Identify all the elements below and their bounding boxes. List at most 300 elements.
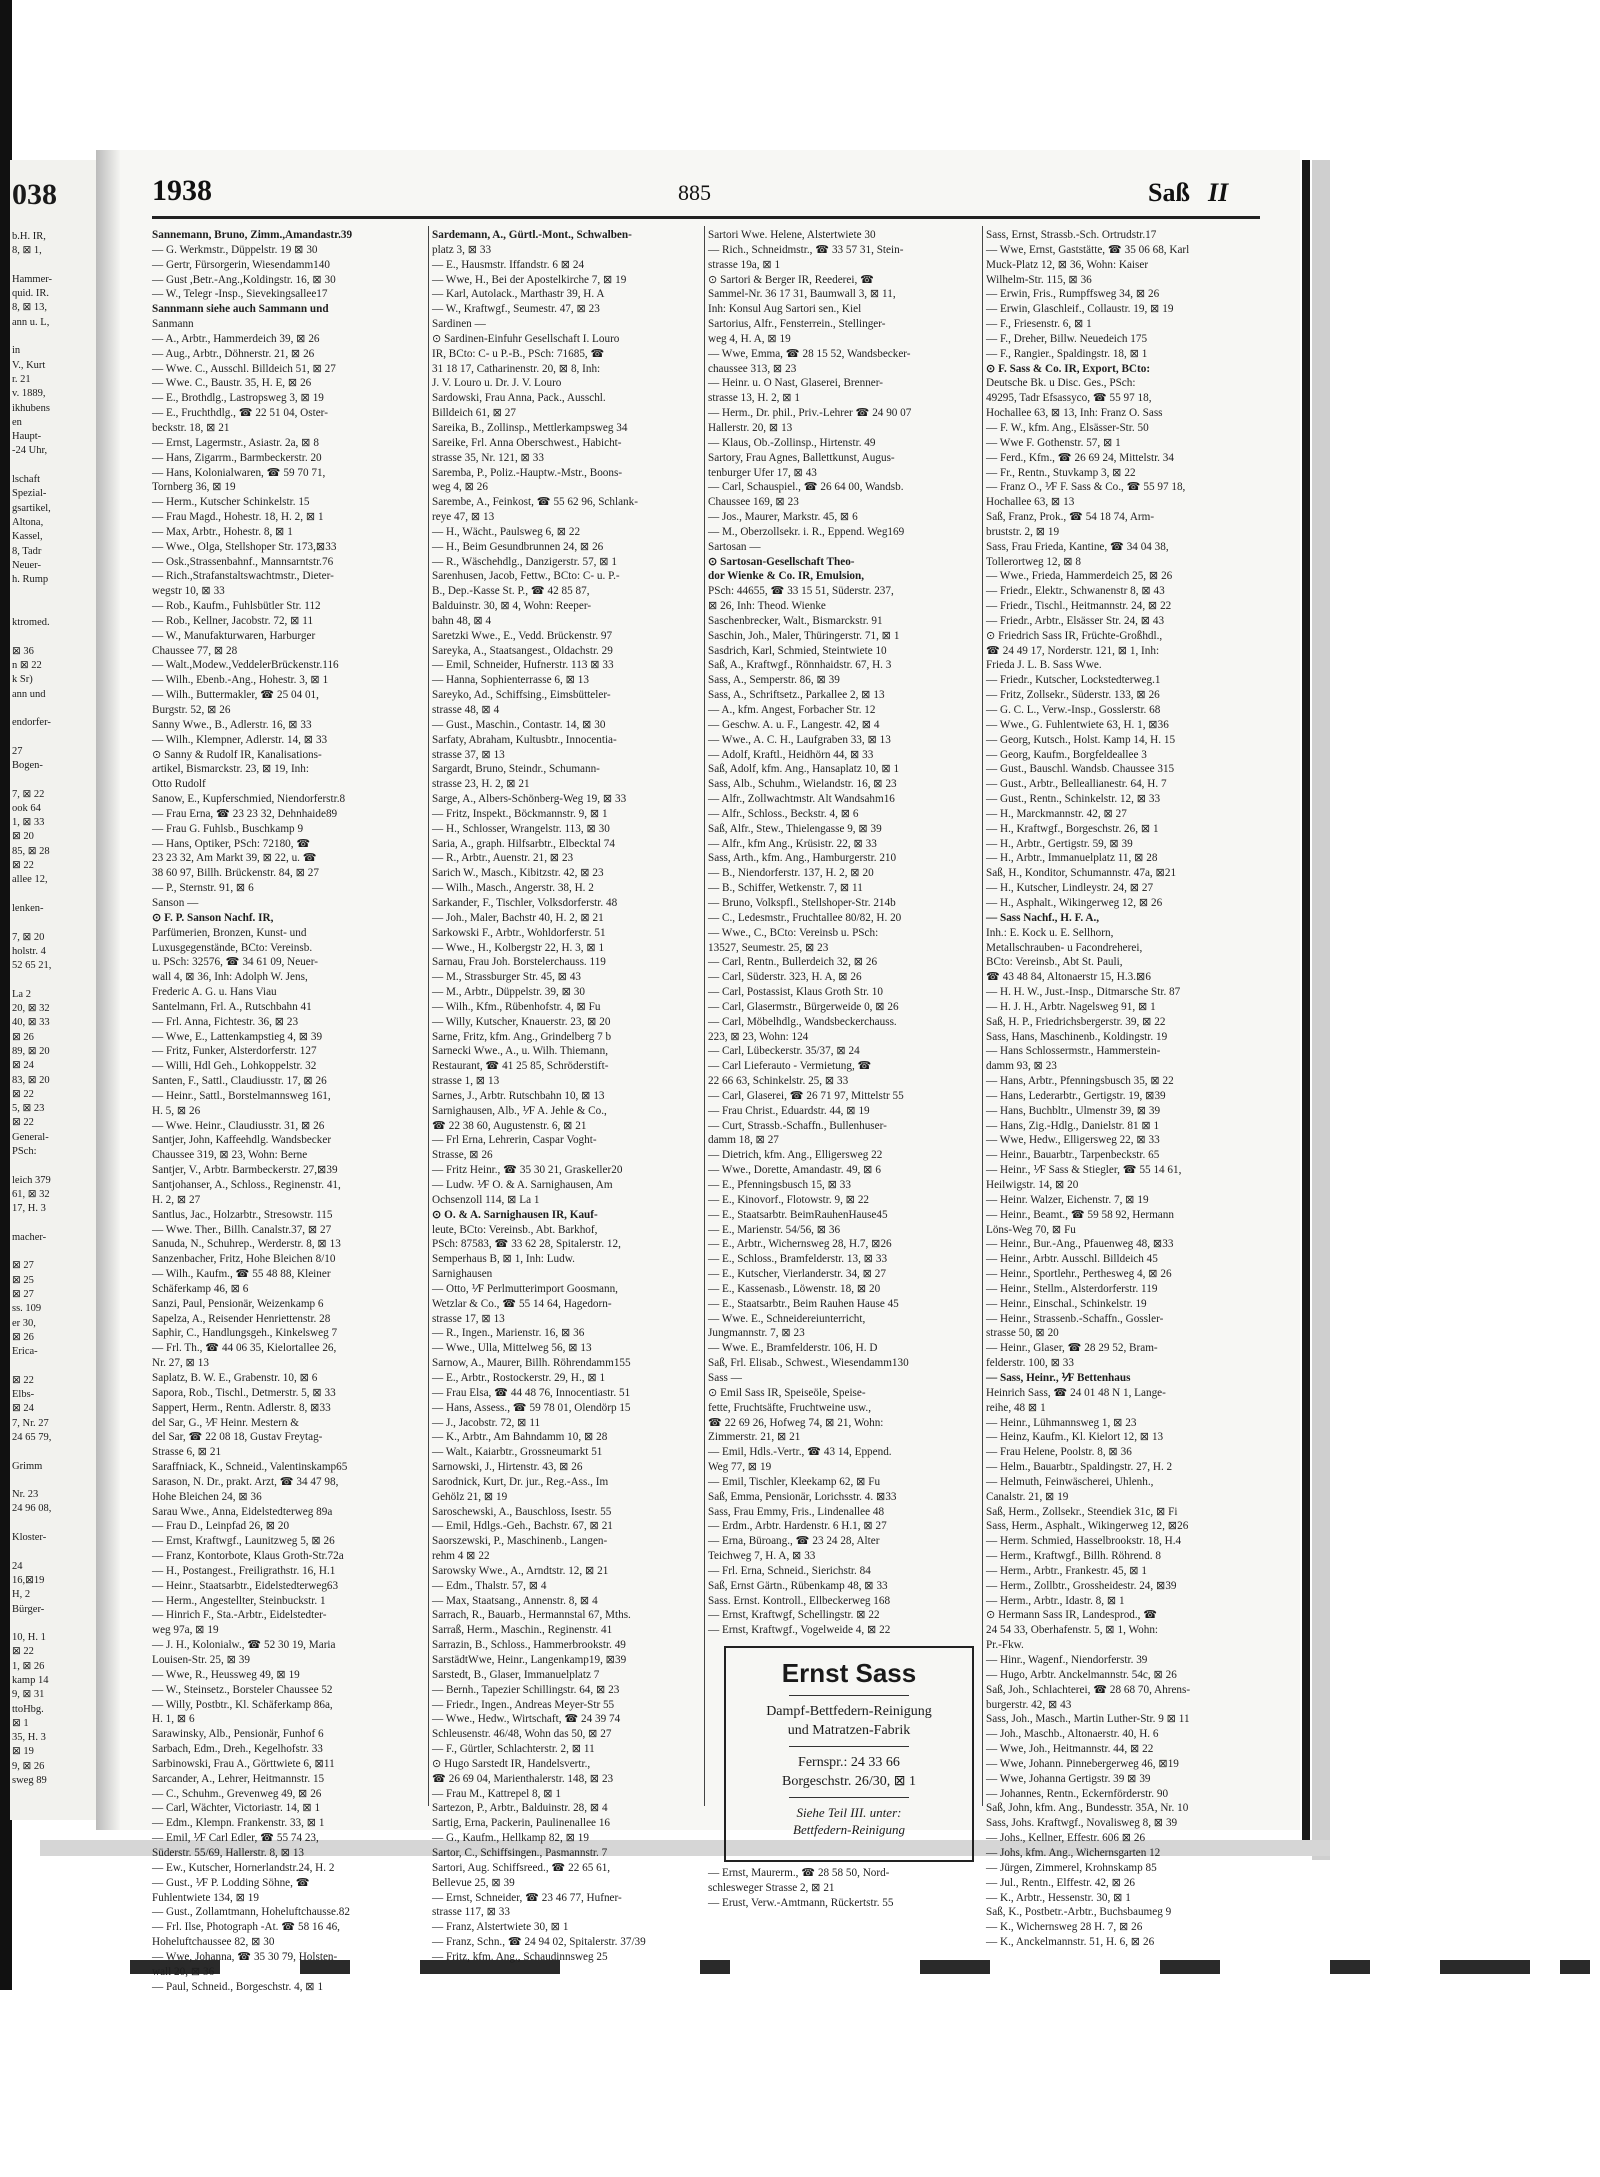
directory-entry-line: — Fritz Heinr., ☎ 35 30 21, Graskeller20 xyxy=(432,1164,623,1177)
directory-entry-line: wall 4, ⊠ 36, Inh: Adolph W. Jens, xyxy=(152,971,308,984)
directory-entry-line: ⊙ Friedrich Sass IR, Früchte-Großhdl., xyxy=(986,629,1163,642)
directory-entry-line: strasse 1, ⊠ 13 xyxy=(432,1075,500,1088)
directory-entry-line: — J., Jacobstr. 72, ⊠ 11 xyxy=(432,1416,541,1429)
directory-entry-line: H. 1, ⊠ 6 xyxy=(152,1713,195,1726)
directory-entry-line: — Hans, Zigarrm., Barmbeckerstr. 20 xyxy=(152,451,322,464)
directory-entry-line: — Emil, Hdlgs.-Geh., Bachstr. 67, ⊠ 21 xyxy=(432,1520,613,1533)
directory-entry-line: Schleusenstr. 46/48, Wohn das 50, ⊠ 27 xyxy=(432,1728,612,1741)
directory-entry-line: Santjohanser, A., Schloss., Reginenstr. 41, xyxy=(152,1179,341,1191)
directory-entry-line: — Hans, Lederarbtr., Gertigstr. 19, ⊠39 xyxy=(986,1089,1166,1102)
previous-page-fragment: H, 2 xyxy=(12,1589,31,1601)
directory-entry-line: strasse 117, ⊠ 33 xyxy=(432,1906,510,1919)
previous-page-fragment: 8, ⊠ 13, xyxy=(12,302,48,314)
previous-page-fragment: 8, Tadr xyxy=(12,545,42,557)
ad-note-2: Bettfedern-Reinigung xyxy=(793,1822,905,1837)
directory-entry-line: Sass, Hans, Maschinenb., Koldingstr. 19 xyxy=(986,1030,1168,1043)
directory-entry-line: — F., Gürtler, Schlachterstr. 2, ⊠ 11 xyxy=(432,1743,595,1756)
previous-page-fragment: ⊠ 27 xyxy=(12,1260,34,1272)
directory-entry-line: Sartori, Aug. Schiffsreed., ☎ 22 65 61, xyxy=(432,1861,611,1874)
previous-page-fragment: Erica- xyxy=(12,1346,38,1358)
directory-entry-line: — Rob., Kaufm., Fuhlsbütler Str. 112 xyxy=(152,600,321,613)
advertisement-box xyxy=(724,1646,974,1862)
previous-page-fragment: Haupt- xyxy=(12,431,42,443)
previous-page-fragment: k Sr) xyxy=(12,674,33,686)
directory-entry-line: Sarnau, Frau Joh. Borstelerchauss. 119 xyxy=(432,956,606,969)
directory-entry-line: — G. C. L., Verw.-Insp., Gosslerstr. 68 xyxy=(986,704,1161,716)
directory-entry-line: — Carl, Möbelhdlg., Wandsbeckerchauss. xyxy=(708,1015,897,1028)
previous-page-fragment: 9, ⊠ 31 xyxy=(12,1689,45,1701)
directory-entry-line: ⊙ Sardinen-Einfuhr Gesellschaft I. Louro xyxy=(432,332,620,345)
directory-column-4 xyxy=(986,228,1262,1949)
previous-page-fragment: r. 21 xyxy=(12,373,31,385)
directory-entry-line: — Wwe, H., Bei der Apostelkirche 7, ⊠ 19 xyxy=(432,273,627,286)
directory-entry-line: SarstädtWwe, Heinr., Langenkamp19, ⊠39 xyxy=(432,1654,627,1666)
directory-entry-line: Sapora, Rob., Tischl., Detmerstr. 5, ⊠ 33 xyxy=(152,1386,336,1399)
directory-column-3-continued xyxy=(708,1866,980,1916)
directory-entry-line: — Wilh., Klempner, Adlerstr. 14, ⊠ 33 xyxy=(152,733,328,746)
directory-entry-line: — Wilh., Kfm., Rübenhofstr. 4, ⊠ Fu xyxy=(432,1000,601,1013)
directory-entry-line: artikel, Bismarckstr. 23, ⊠ 19, Inh: xyxy=(152,763,309,776)
previous-page-fragment: h. Rump xyxy=(12,574,49,586)
directory-entry-line: Sarne, Fritz, kfm. Ang., Grindelberg 7 b xyxy=(432,1030,612,1043)
directory-entry-line: — Ernst, Kraftwgf., Vogelweide 4, ⊠ 22 xyxy=(708,1624,891,1637)
directory-entry-line: — Ernst, Lagermstr., Asiastr. 2a, ⊠ 8 xyxy=(152,436,319,449)
directory-entry-line: dor Wienke & Co. IR, Emulsion, xyxy=(708,570,865,583)
directory-entry-line: — Aug., Arbtr., Döhnerstr. 21, ⊠ 26 xyxy=(152,347,315,360)
directory-entry-line: ⊙ Hermann Sass IR, Landesprod., ☎ xyxy=(986,1609,1158,1622)
directory-entry-line: Billdeich 61, ⊠ 27 xyxy=(432,407,516,420)
directory-entry-line: — Frau Elsa, ☎ 44 48 76, Innocentiastr. 51 xyxy=(432,1386,631,1399)
previous-page-fragment: ⊠ 1 xyxy=(12,1717,29,1729)
page-year: 1938 xyxy=(152,174,212,207)
directory-entry-line: — E., Kutscher, Vierlanderstr. 34, ⊠ 27 xyxy=(708,1268,886,1281)
directory-entry-line: ⊠ 26, Inh: Theod. Wienke xyxy=(708,600,826,613)
previous-page-fragment: ⊠ 36 xyxy=(12,645,34,657)
directory-entry-line: — Herm. Schmied, Hasselbrookstr. 18, H.4 xyxy=(986,1535,1182,1548)
directory-entry-line: — Dietrich, kfm. Ang., Elligersweg 22 xyxy=(708,1149,883,1162)
directory-entry-line: — Heinz, Kaufm., Kl. Kielort 12, ⊠ 13 xyxy=(986,1431,1164,1444)
previous-page-fragment: leich 379 xyxy=(12,1174,51,1186)
directory-entry-line: — Edm., Klempn. Frankenstr. 33, ⊠ 1 xyxy=(152,1817,325,1830)
previous-page-fragment: 24 xyxy=(12,1560,23,1572)
directory-entry-line: Sannemann, Bruno, Zimm.,Amandastr.39 xyxy=(152,229,353,241)
directory-entry-line: Jungmannstr. 7, ⊠ 23 xyxy=(708,1327,805,1340)
directory-entry-line: Sarrach, R., Bauarb., Hermannstal 67, Mths. xyxy=(432,1609,631,1622)
previous-page-fragment: ⊠ 24 xyxy=(12,1060,34,1072)
previous-page-fragment: 27 xyxy=(12,745,23,757)
directory-entry-line: — Wwe F. Gothenstr. 57, ⊠ 1 xyxy=(986,436,1121,449)
directory-entry-line: Sanow, E., Kupferschmied, Niendorferstr.8 xyxy=(152,793,346,806)
directory-entry-line: — Max, Staatsang., Annenstr. 8, ⊠ 4 xyxy=(432,1594,598,1607)
ad-separator xyxy=(789,1746,909,1747)
directory-entry-line: — Frau Helene, Poolstr. 8, ⊠ 36 xyxy=(986,1446,1132,1459)
directory-entry-line: — G. Werkmstr., Düppelstr. 19 ⊠ 30 xyxy=(152,243,318,256)
directory-entry-line: Santen, F., Sattl., Claudiusstr. 17, ⊠ 26 xyxy=(152,1075,327,1088)
directory-entry-line: — Willi, Hdl Geh., Lohkoppelstr. 32 xyxy=(152,1060,317,1073)
directory-entry-line: — Carl, Lübeckerstr. 35/37, ⊠ 24 xyxy=(708,1045,860,1058)
previous-page-text xyxy=(12,230,96,1788)
directory-entry-line: beckstr. 18, ⊠ 21 xyxy=(152,421,230,434)
right-page-edge xyxy=(1302,160,1310,1850)
directory-entry-line: Sarbinowski, Frau A., Görttwiete 6, ⊠11 xyxy=(152,1757,335,1770)
directory-entry-line: — Wwe., Hedw., Wirtschaft, ☎ 24 39 74 xyxy=(432,1713,621,1726)
directory-entry-line: Sartori Wwe. Helene, Alstertwiete 30 xyxy=(708,229,876,241)
previous-page-fragment xyxy=(12,630,96,644)
previous-page-fragment: 10, H. 1 xyxy=(12,1632,46,1644)
directory-entry-line: Saß, Joh., Schlachterei, ☎ 28 68 70, Ahrens- xyxy=(986,1683,1191,1696)
previous-page-fragment: ttoHbg. xyxy=(12,1703,44,1715)
previous-page-fragment: ⊠ 20 xyxy=(12,831,34,843)
directory-entry-line: — R., Arbtr., Auenstr. 21, ⊠ 23 xyxy=(432,852,574,865)
directory-entry-line: Gehölz 21, ⊠ 19 xyxy=(432,1490,508,1503)
directory-entry-line: Frederic A. G. u. Hans Viau xyxy=(152,986,277,999)
directory-entry-line: strasse 13, H. 2, ⊠ 1 xyxy=(708,392,801,405)
previous-page-fragment xyxy=(12,1545,96,1559)
directory-entry-line: — Wwe. Heinr., Claudiusstr. 31, ⊠ 26 xyxy=(152,1119,325,1132)
directory-entry-line: Sartezon, P., Arbtr., Balduinstr. 28, ⊠ 4 xyxy=(432,1802,608,1815)
directory-entry-line: — Alfr., kfm Ang., Krüsistr. 22, ⊠ 33 xyxy=(708,837,877,850)
directory-entry-line: Saraffniack, K., Schneid., Valentinskamp65 xyxy=(152,1461,348,1474)
directory-entry-line: — Bernh., Tapezier Schillingstr. 64, ⊠ 23 xyxy=(432,1683,620,1696)
directory-entry-line: — Herm., Dr. phil., Priv.-Lehrer ☎ 24 90 07 xyxy=(708,407,912,420)
directory-entry-line: — Max, Arbtr., Hohestr. 8, ⊠ 1 xyxy=(152,525,293,538)
previous-page-fragment: allee 12, xyxy=(12,874,48,886)
directory-entry-line: — Gust., Maschin., Contastr. 14, ⊠ 30 xyxy=(432,718,606,731)
previous-page-fragment: 61, ⊠ 32 xyxy=(12,1188,50,1200)
directory-entry-line: Luxusgegenstände, BCto: Vereinsb. xyxy=(152,941,313,954)
previous-page-fragment: -24 Uhr, xyxy=(12,445,48,457)
directory-entry-line: — Wwe, Johanna Gertigstr. 39 ⊠ 39 xyxy=(986,1772,1151,1785)
directory-entry-line: ⊙ Sanny & Rudolf IR, Kanalisations- xyxy=(152,748,322,761)
directory-entry-line: — Joh., Maler, Bachstr 40, H. 2, ⊠ 21 xyxy=(432,911,604,924)
previous-page-fragment xyxy=(12,702,96,716)
previous-page-fragment xyxy=(12,1245,96,1259)
directory-entry-line: Sarawinsky, Alb., Pensionär, Funhof 6 xyxy=(152,1728,324,1741)
directory-entry-line: — E., Staatsarbtr. BeimRauhenHause45 xyxy=(708,1208,888,1221)
directory-entry-line: — Jürgen, Zimmerel, Krohnskamp 85 xyxy=(986,1861,1157,1874)
directory-entry-line: Sartosan — xyxy=(708,540,761,553)
directory-entry-line: Saroschewski, A., Bauschloss, Isestr. 55 xyxy=(432,1505,612,1518)
previous-page-fragment xyxy=(12,259,96,273)
directory-entry-line: Sarason, N. Dr., prakt. Arzt, ☎ 34 47 98, xyxy=(152,1475,339,1488)
directory-entry-line: — Friedr., Kutscher, Lockstedterweg.1 xyxy=(986,674,1161,687)
directory-entry-line: — H., Kraftwgf., Borgeschstr. 26, ⊠ 1 xyxy=(986,822,1159,835)
previous-page-fragment: Bürger- xyxy=(12,1603,45,1615)
directory-entry-line: PSch: 44655, ☎ 33 15 51, Süderstr. 237, xyxy=(708,585,894,598)
directory-entry-line: — Alfr., Schloss., Beckstr. 4, ⊠ 6 xyxy=(708,807,859,820)
directory-entry-line: — Helmuth, Feinwäscherei, Uhlenh., xyxy=(986,1475,1154,1488)
previous-page-fragment: ⊠ 22 xyxy=(12,1374,34,1386)
directory-entry-line: Inh.: E. Kock u. E. Sellhorn, xyxy=(986,926,1114,939)
directory-entry-line: Sarge, A., Albers-Schönberg-Weg 19, ⊠ 33 xyxy=(432,793,627,806)
directory-entry-line: — Carl, Postassist, Klaus Groth Str. 10 xyxy=(708,986,883,999)
directory-entry-line: Sass, A., Semperstr. 86, ⊠ 39 xyxy=(708,674,840,687)
previous-page-fragment: gsartikel, xyxy=(12,502,51,514)
directory-entry-line: — Heinr., Beamt., ☎ 59 58 92, Hermann xyxy=(986,1208,1174,1221)
directory-entry-line: — Hans, Assess., ☎ 59 78 01, Olendörp 15 xyxy=(432,1401,631,1414)
directory-entry-line: — Carl, Rentn., Bullerdeich 32, ⊠ 26 xyxy=(708,956,878,969)
directory-entry-line: Sartorius, Alfr., Fensterrein., Stellinger- xyxy=(708,318,886,331)
directory-entry-line: — Heinr., Bauarbtr., Tarpenbeckstr. 65 xyxy=(986,1149,1160,1162)
directory-entry-line: Canalstr. 21, ⊠ 19 xyxy=(986,1490,1069,1503)
previous-page-fragment: PSch: xyxy=(12,1146,37,1157)
previous-page-fragment: 20, ⊠ 32 xyxy=(12,1003,50,1015)
previous-page-fragment: 1, ⊠ 33 xyxy=(12,817,45,829)
directory-entry-line: — H., Beim Gesundbrunnen 24, ⊠ 26 xyxy=(432,540,604,553)
directory-entry-line: — Joh., Maschb., Altonaerstr. 40, H. 6 xyxy=(986,1728,1159,1741)
directory-entry-line: strasse 50, ⊠ 20 xyxy=(986,1327,1059,1340)
directory-entry-line: — Gust., Zollamtmann, Hoheluftchausse.82 xyxy=(152,1906,350,1919)
previous-page-year: 038 xyxy=(12,178,57,211)
directory-entry-line: — Wwe, Emma, ☎ 28 15 52, Wandsbecker- xyxy=(708,347,911,360)
directory-entry-line: leute, BCto: Vereinsb., Abt. Barkhof, xyxy=(432,1223,598,1236)
directory-entry-line: burgerstr. 42, ⊠ 43 xyxy=(986,1698,1072,1711)
directory-entry-line: Saß, K., Postbetr.-Arbtr., Buchsbaumeg 9 xyxy=(986,1906,1172,1919)
directory-entry-line: — K., Wichernsweg 28 H. 7, ⊠ 26 xyxy=(986,1921,1143,1934)
directory-entry-line: — Gust., Arbtr., Belleallianestr. 64, H. 7 xyxy=(986,778,1167,791)
directory-entry-line: — W., Kraftwgf., Seumestr. 47, ⊠ 23 xyxy=(432,303,600,316)
ad-separator xyxy=(789,1797,909,1798)
previous-page-fragment xyxy=(12,888,96,902)
directory-entry-line: — E., Arbtr., Wichernsweg 28, H.7, ⊠26 xyxy=(708,1238,892,1251)
directory-entry-line: Saretzki Wwe., E., Vedd. Brückenstr. 97 xyxy=(432,629,613,642)
previous-page-fragment: en xyxy=(12,416,22,428)
directory-entry-line: Sartory, Frau Agnes, Ballettkunst, Augus- xyxy=(708,451,895,464)
previous-page-fragment: 89, ⊠ 20 xyxy=(12,1045,50,1057)
directory-entry-line: — Heinr., Stellm., Alsterdorferstr. 119 xyxy=(986,1282,1158,1295)
directory-entry-line: — Ludw. ⅟F O. & A. Sarnighausen, Am xyxy=(432,1179,613,1191)
column-divider xyxy=(982,226,983,1806)
directory-entry-line: — Wwe. Ther., Billh. Canalstr.37, ⊠ 27 xyxy=(152,1223,332,1236)
directory-entry-line: — Alfr., Zollwachtmstr. Alt Wandsahm16 xyxy=(708,793,895,806)
directory-entry-line: — Fritz, Zollsekr., Süderstr. 133, ⊠ 26 xyxy=(986,689,1160,702)
directory-entry-line: — Bruno, Volkspfl., Stellshoper-Str. 214b xyxy=(708,896,896,909)
directory-entry-line: — Heinr., Sattl., Borstelmannsweg 161, xyxy=(152,1089,331,1102)
directory-entry-line: Frieda J. L. B. Sass Wwe. xyxy=(986,659,1102,672)
previous-page-fragment xyxy=(12,602,96,616)
previous-page-fragment: ann u. L, xyxy=(12,316,50,328)
directory-entry-line: — Willy, Kutscher, Knauerstr. 23, ⊠ 20 xyxy=(432,1015,611,1028)
directory-entry-line: Sass, Ernst, Strassb.-Sch. Ortrudstr.17 xyxy=(986,229,1157,241)
directory-entry-line: — Hans Schlossermstr., Hammerstein- xyxy=(986,1045,1161,1058)
directory-entry-line: — Ferd., Kfm., ☎ 26 69 24, Mittelstr. 34 xyxy=(986,451,1174,464)
directory-entry-line: Sarowsky Wwe., A., Arndtstr. 12, ⊠ 21 xyxy=(432,1564,609,1577)
right-page-shadow xyxy=(1312,160,1330,1860)
ad-company-name: Ernst Sass xyxy=(781,1658,917,1688)
directory-entry-line: — Frl Erna, Lehrerin, Caspar Voght- xyxy=(432,1134,597,1147)
directory-entry-line: — Heinr., ⅟F Sass & Stiegler, ☎ 55 14 61, xyxy=(986,1164,1182,1177)
directory-entry-line: — H., Asphalt., Wikingerweg 12, ⊠ 26 xyxy=(986,896,1163,909)
directory-entry-line: — E., Schloss., Bramfelderstr. 13, ⊠ 33 xyxy=(708,1253,888,1266)
previous-page-fragment: er 30, xyxy=(12,1317,36,1329)
directory-entry-line: — Heinr., Einschal., Schinkelstr. 19 xyxy=(986,1297,1147,1310)
directory-entry-line: ☎ 24 49 17, Norderstr. 121, ⊠ 1, Inh: xyxy=(986,644,1160,657)
directory-entry-line: Sarraß, Herm., Maschin., Reginenstr. 41 xyxy=(432,1624,613,1637)
directory-entry-line: ⊙ O. & A. Sarnighausen IR, Kauf- xyxy=(432,1208,598,1221)
directory-entry-line: Teichweg 7, H. A, ⊠ 33 xyxy=(708,1550,816,1563)
directory-entry-line: — Frau D., Leinpfad 26, ⊠ 20 xyxy=(152,1520,290,1533)
directory-entry-line: — Wwe, E., Lattenkampstieg 4, ⊠ 39 xyxy=(152,1030,323,1043)
previous-page-fragment: ktromed. xyxy=(12,617,50,629)
previous-page-fragment xyxy=(12,459,96,473)
directory-entry-line: Sasdrich, Karl, Schmied, Steintwiete 10 xyxy=(708,644,887,657)
previous-page-fragment: General- xyxy=(12,1131,49,1143)
directory-entry-line: tenburger Ufer 17, ⊠ 43 xyxy=(708,466,817,479)
directory-entry-line: Sannmann siehe auch Sammann und xyxy=(152,303,329,316)
directory-entry-line: ⊙ Sartosan-Gesellschaft Theo- xyxy=(708,555,855,568)
directory-entry-line: — R., Ingen., Marienstr. 16, ⊠ 36 xyxy=(432,1327,585,1340)
previous-page-fragment: ⊠ 26 xyxy=(12,1031,34,1043)
directory-entry-line: 13527, Seumestr. 25, ⊠ 23 xyxy=(708,941,829,954)
directory-entry-line: — Johs., Kellner, Effestr. 606 ⊠ 26 xyxy=(986,1832,1146,1845)
directory-entry-line: — J. H., Kolonialw., ☎ 52 30 19, Maria xyxy=(152,1639,336,1652)
previous-page-fragment xyxy=(12,730,96,744)
directory-entry-line: Sargardt, Bruno, Steindr., Schumann- xyxy=(432,763,600,776)
previous-page-fragment: n ⊠ 22 xyxy=(12,659,42,671)
directory-entry-line: — Friedr., Arbtr., Elsässer Str. 24, ⊠ 43 xyxy=(986,614,1165,627)
directory-entry-line: Nr. 27, ⊠ 13 xyxy=(152,1357,209,1370)
directory-entry-line: Saß, H. P., Friedrichsbergerstr. 39, ⊠ 22 xyxy=(986,1015,1166,1028)
previous-page-fragment: holstr. 4 xyxy=(12,945,46,957)
directory-entry-line: weg 4, H. A, ⊠ 19 xyxy=(708,332,791,345)
directory-entry-line: — Wilh., Masch., Angerstr. 38, H. 2 xyxy=(432,882,594,895)
directory-entry-line: 223, ⊠ 23, Wohn: 124 xyxy=(708,1030,809,1043)
directory-entry-line: — Ernst, Kraftwgf, Schellingstr. ⊠ 22 xyxy=(708,1609,880,1622)
directory-entry-line: ☎ 22 69 26, Hofweg 74, ⊠ 21, Wohn: xyxy=(708,1416,884,1429)
previous-page-fragment: ⊠ 24 xyxy=(12,1403,34,1415)
ad-line-2: und Matratzen-Fabrik xyxy=(787,1723,911,1738)
directory-entry-line: Inh: Konsul Aug Sartori sen., Kiel xyxy=(708,303,862,316)
directory-entry-line: Saphir, C., Handlungsgeh., Kinkelsweg 7 xyxy=(152,1327,338,1340)
directory-entry-line: — Wwe, Ernst, Gaststätte, ☎ 35 06 68, Karl xyxy=(986,243,1190,256)
previous-page-fragment: ⊠ 25 xyxy=(12,1274,34,1286)
directory-entry-line: Sarenhusen, Jacob, Fettw., BCto: C- u. P.- xyxy=(432,570,620,583)
directory-entry-line: Sammel-Nr. 36 17 31, Baumwall 3, ⊠ 11, xyxy=(708,288,896,301)
directory-entry-line: — H., Marckmannstr. 42, ⊠ 27 xyxy=(986,807,1127,820)
directory-entry-line: strasse 17, ⊠ 13 xyxy=(432,1312,505,1325)
directory-entry-line: Saß, Franz, Prok., ☎ 54 18 74, Arm- xyxy=(986,511,1155,524)
directory-entry-line: — W., Telegr -Insp., Sievekingsallee17 xyxy=(152,288,328,301)
directory-entry-line: Zimmerstr. 21, ⊠ 21 xyxy=(708,1431,801,1444)
directory-entry-line: — Carl, Süderstr. 323, H. A, ⊠ 26 xyxy=(708,971,862,984)
previous-page-fragment: lschaft xyxy=(12,474,40,486)
directory-entry-line: — F., Dreher, Billw. Neuedeich 175 xyxy=(986,332,1148,345)
directory-entry-line: B., Dep.-Kasse St. P., ☎ 42 85 87, xyxy=(432,585,590,598)
directory-entry-line: — E., Kassenasb., Löwenstr. 18, ⊠ 20 xyxy=(708,1282,881,1295)
directory-entry-line: — Erust, Verw.-Amtmann, Rückertstr. 55 xyxy=(708,1896,894,1909)
directory-entry-line: Sardinen — xyxy=(432,318,486,331)
directory-entry-line: Sass, Frau Emmy, Fris., Lindenallee 48 xyxy=(708,1505,885,1518)
previous-page-fragment: La 2 xyxy=(12,988,31,1000)
previous-page-fragment: 16,⊠19 xyxy=(12,1574,45,1586)
directory-entry-line: Hochallee 63, ⊠ 13 xyxy=(986,496,1075,509)
directory-entry-line: — Carl, Schauspiel., ☎ 26 64 00, Wandsb. xyxy=(708,481,904,494)
directory-entry-line: — Wwe. C., Ausschl. Billdeich 51, ⊠ 27 xyxy=(152,362,336,375)
directory-entry-line: Sareyko, Ad., Schiffsing., Eimsbütteler- xyxy=(432,689,611,702)
previous-page-fragment: v. 1889, xyxy=(12,388,46,400)
previous-page-fragment: macher- xyxy=(12,1231,47,1243)
previous-page-fragment: 1, ⊠ 26 xyxy=(12,1660,45,1672)
directory-entry-line: — H., Schlosser, Wrangelstr. 113, ⊠ 30 xyxy=(432,822,610,835)
directory-entry-line: — Wwe., A. C. H., Laufgraben 33, ⊠ 13 xyxy=(708,733,891,746)
directory-entry-line: — Wwe, Johanna, ☎ 35 30 79, Holsten- xyxy=(152,1950,338,1963)
previous-page-fragment: Kloster- xyxy=(12,1532,47,1544)
directory-entry-line: — Curt, Strassb.-Schaffn., Bullenhuser- xyxy=(708,1119,887,1132)
directory-entry-line: — H., Kutscher, Lindleystr. 24, ⊠ 27 xyxy=(986,882,1154,895)
directory-entry-line: — Frl. Th., ☎ 44 06 35, Kielortallee 26, xyxy=(152,1342,337,1355)
ad-line-1: Dampf-Bettfedern-Reinigung xyxy=(766,1704,932,1719)
directory-entry-line: del Sar, ☎ 22 08 18, Gustav Freytag- xyxy=(152,1431,323,1444)
directory-entry-line: bahn 48, ⊠ 4 xyxy=(432,614,492,627)
directory-entry-line: — Hans, Kolonialwaren, ☎ 59 70 71, xyxy=(152,466,326,479)
directory-entry-line: — Gust ,Betr.-Ang.,Koldingstr. 16, ⊠ 30 xyxy=(152,273,336,286)
directory-entry-line: Sass, Herm., Asphalt., Wikingerweg 12, ⊠26 xyxy=(986,1520,1189,1533)
column-divider xyxy=(704,226,705,1806)
directory-entry-line: — Fr., Rentn., Stuvkamp 3, ⊠ 22 xyxy=(986,466,1136,479)
directory-entry-line: — F., Rangier., Spaldingstr. 18, ⊠ 1 xyxy=(986,347,1148,360)
directory-entry-line: Sarembe, A., Feinkost, ☎ 55 62 96, Schlank- xyxy=(432,496,638,509)
directory-entry-line: wegstr 10, ⊠ 33 xyxy=(152,585,225,598)
previous-page-fragment: 40, ⊠ 33 xyxy=(12,1017,50,1029)
directory-entry-line: — Wwe. E., Bramfelderstr. 106, H. D xyxy=(708,1342,878,1355)
previous-page-fragment: Nr. 23 xyxy=(12,1489,39,1501)
previous-page-fragment: sweg 89 xyxy=(12,1775,47,1787)
directory-entry-line: — Wilh., Ebenb.-Ang., Hohestr. 3, ⊠ 1 xyxy=(152,674,329,687)
directory-entry-line: Saß, John, kfm. Ang., Bundesstr. 35A, Nr. 10 xyxy=(986,1802,1189,1815)
directory-entry-line: Muck-Platz 12, ⊠ 36, Wohn: Kaiser xyxy=(986,258,1149,271)
directory-entry-line: Pr.-Fkw. xyxy=(986,1639,1024,1652)
previous-page-fragment: 83, ⊠ 20 xyxy=(12,1074,50,1086)
directory-entry-line: Saß, Ernst Gärtn., Rübenkamp 48, ⊠ 33 xyxy=(708,1579,888,1592)
directory-entry-line: — Frau Christ., Eduardstr. 44, ⊠ 19 xyxy=(708,1104,870,1117)
directory-entry-line: — Franz, Alstertwiete 30, ⊠ 1 xyxy=(432,1921,569,1934)
previous-page-fragment: ss. 109 xyxy=(12,1303,42,1315)
directory-entry-line: Hochallee 63, ⊠ 13, Inh: Franz O. Sass xyxy=(986,407,1163,420)
previous-page-fragment: ikhubens xyxy=(12,402,50,414)
directory-entry-line: ☎ 22 38 60, Augustenstr. 6, ⊠ 21 xyxy=(432,1119,587,1132)
directory-entry-line: — Geschw. A. u. F., Langestr. 42, ⊠ 4 xyxy=(708,718,880,731)
directory-entry-line: — Wilh., Kaufm., ☎ 55 48 88, Kleiner xyxy=(152,1268,331,1281)
directory-entry-line: — M., Oberzollsekr. i. R., Eppend. Weg169 xyxy=(708,525,905,538)
directory-entry-line: — C., Ledesmstr., Fruchtallee 80/82, H. 20 xyxy=(708,911,902,924)
directory-entry-line: Metallschrauben- u Facondreherei, xyxy=(986,941,1143,954)
directory-entry-line: — Emil, Hdls.-Vertr., ☎ 43 14, Eppend. xyxy=(708,1446,892,1459)
directory-entry-line: — Frl. Erna, Schneid., Sierichstr. 84 xyxy=(708,1564,871,1577)
directory-entry-line: Sarnighausen xyxy=(432,1268,493,1281)
directory-entry-line: — Ernst, Maurerm., ☎ 28 58 50, Nord- xyxy=(708,1867,890,1879)
directory-entry-line: ⊙ F. Sass & Co. IR, Export, BCto: xyxy=(986,362,1151,375)
directory-entry-line: 49295, Tadr Efsassyco, ☎ 55 97 18, xyxy=(986,392,1152,405)
directory-entry-line: — Carl, Glasermstr., Bürgerweide 0, ⊠ 26 xyxy=(708,1000,899,1013)
previous-page-fragment: ⊠ 22 xyxy=(12,1117,34,1129)
directory-entry-line: — Georg, Kutsch., Holst. Kamp 14, H. 15 xyxy=(986,733,1176,746)
directory-entry-line: — K., Anckelmannstr. 51, H. 6, ⊠ 26 xyxy=(986,1936,1155,1949)
directory-entry-line: Saschin, Joh., Maler, Thüringerstr. 71, ⊠ 1 xyxy=(708,629,900,642)
directory-entry-line: Sarnes, J., Arbtr. Rutschbahn 10, ⊠ 13 xyxy=(432,1089,605,1102)
previous-page-fragment: Kassel, xyxy=(12,531,43,543)
directory-entry-line: Sartig, Erna, Packerin, Paulinenallee 16 xyxy=(432,1817,611,1830)
directory-entry-line: — A., Arbtr., Hammerdeich 39, ⊠ 26 xyxy=(152,332,320,345)
directory-entry-line: — Frl. Anna, Fichtestr. 36, ⊠ 23 xyxy=(152,1015,299,1028)
directory-entry-line: — Ernst, Kraftwgf., Launitzweg 5, ⊠ 26 xyxy=(152,1535,335,1548)
directory-entry-line: — Heinr. u. O Nast, Glaserei, Brenner- xyxy=(708,377,883,390)
directory-entry-line: — Edm., Thalstr. 57, ⊠ 4 xyxy=(432,1579,547,1592)
directory-entry-line: Sardemann, A., Gürtl.-Mont., Schwalben- xyxy=(432,229,632,241)
directory-entry-line: — Emil, Tischler, Kleekamp 62, ⊠ Fu xyxy=(708,1475,881,1488)
directory-entry-line: — E., Arbtr., Rostockerstr. 29, H., ⊠ 1 xyxy=(432,1371,606,1384)
page-keyword: Saß xyxy=(1148,178,1190,207)
directory-entry-line: felderstr. 100, ⊠ 33 xyxy=(986,1357,1074,1370)
